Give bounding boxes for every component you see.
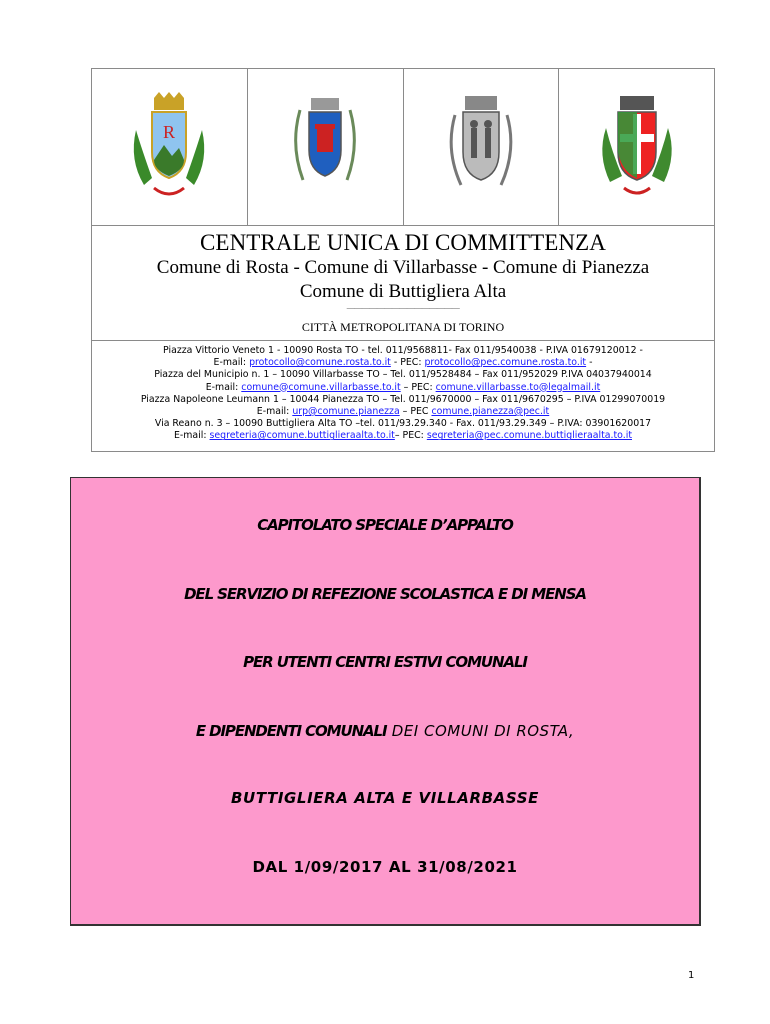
separator: ——————————————— (346, 303, 460, 312)
crest-cell-rosta (92, 69, 248, 225)
buttigliera-crest-icon (592, 90, 682, 205)
crest-cell-buttigliera (559, 69, 714, 225)
contact-address-villarbasse: Piazza del Municipio n. 1 – 10090 Villarbasse TO – Tel. 011/9528484 – Fax 011/952029 P.IVA 04037940014 (154, 369, 652, 381)
pianezza-crest-icon (441, 90, 521, 205)
title-block (92, 226, 714, 340)
contacts-block (92, 340, 714, 451)
contact-email-line-buttigliera: E-mail: segreteria@comune.buttiglieraalta.to.it– PEC: segreteria@pec.comune.buttiglieraalta.to.it (173, 430, 632, 442)
pec-link-rosta[interactable]: protocollo@pec.comune.rosta.to.it (424, 357, 587, 369)
villarbasse-crest-icon (285, 90, 365, 205)
cover-line-6: DAL 1/09/2017 AL 31/08/2021 (252, 858, 518, 876)
pec-link-pianezza[interactable]: comune.pianezza@pec.it (431, 406, 550, 418)
crest-cell-pianezza (404, 69, 560, 225)
crest-row (92, 69, 714, 226)
email-link-rosta[interactable]: protocollo@comune.rosta.to.it (249, 357, 391, 369)
crest-cell-villarbasse (248, 69, 404, 225)
cover-title-box (70, 477, 701, 926)
email-link-villarbasse[interactable]: comune@comune.villarbasse.to.it (241, 381, 401, 393)
page-number: 1 (688, 970, 695, 981)
svg-text:R: R (163, 121, 176, 142)
contact-email-line-villarbasse: E-mail: comune@comune.villarbasse.to.it – PEC: comune.villarbasse.to@legalmail.it (205, 381, 601, 393)
email-link-pianezza[interactable]: urp@comune.pianezza (292, 406, 400, 418)
pec-link-buttigliera[interactable]: segreteria@pec.comune.buttiglieraalta.to.it (426, 430, 632, 442)
letterhead-table (91, 68, 715, 452)
metro-label: CITTÀ METROPOLITANA DI TORINO (301, 320, 505, 334)
contact-email-line-rosta: E-mail: protocollo@comune.rosta.to.it - PEC: protocollo@pec.comune.rosta.to.it - (213, 357, 593, 369)
contact-address-rosta: Piazza Vittorio Veneto 1 - 10090 Rosta TO - tel. 011/9568811- Fax 011/9540038 - P.IVA 01679120012 - (163, 345, 643, 356)
cover-line-2: DEL SERVIZIO DI REFEZIONE SCOLASTICA E DI MENSA (184, 585, 586, 603)
cover-line-4: E DIPENDENTI COMUNALI DEI COMUNI DI ROSTA, (195, 722, 575, 740)
contact-address-pianezza: Piazza Napoleone Leumann 1 – 10044 Pianezza TO – Tel. 011/9670000 – Fax 011/9670295 – P.IVA 01299070019 (140, 393, 666, 405)
comuni-line-1: Comune di Rosta - Comune di Villarbasse - Comune di Pianezza (156, 257, 650, 278)
email-link-buttigliera[interactable]: segreteria@comune.buttiglieraalta.to.it (209, 430, 395, 442)
rosta-crest-icon (124, 90, 214, 205)
pec-link-villarbasse[interactable]: comune.villarbasse.to@legalmail.it (435, 381, 601, 393)
cover-line-3: PER UTENTI CENTRI ESTIVI COMUNALI (243, 653, 527, 671)
cover-line-5: BUTTIGLIERA ALTA E VILLARBASSE (231, 789, 539, 807)
contact-address-buttigliera: Via Reano n. 3 – 10090 Buttigliera Alta TO –tel. 011/93.29.340 - Fax. 011/93.29.349 – P.IVA: 03901620017 (154, 418, 652, 430)
cuc-title: CENTRALE UNICA DI COMMITTENZA (199, 230, 606, 255)
contact-email-line-pianezza: E-mail: urp@comune.pianezza – PEC comune.pianezza@pec.it (256, 406, 550, 418)
cover-line-1: CAPITOLATO SPECIALE D’APPALTO (257, 516, 513, 534)
comuni-line-2: Comune di Buttigliera Alta (299, 281, 507, 302)
